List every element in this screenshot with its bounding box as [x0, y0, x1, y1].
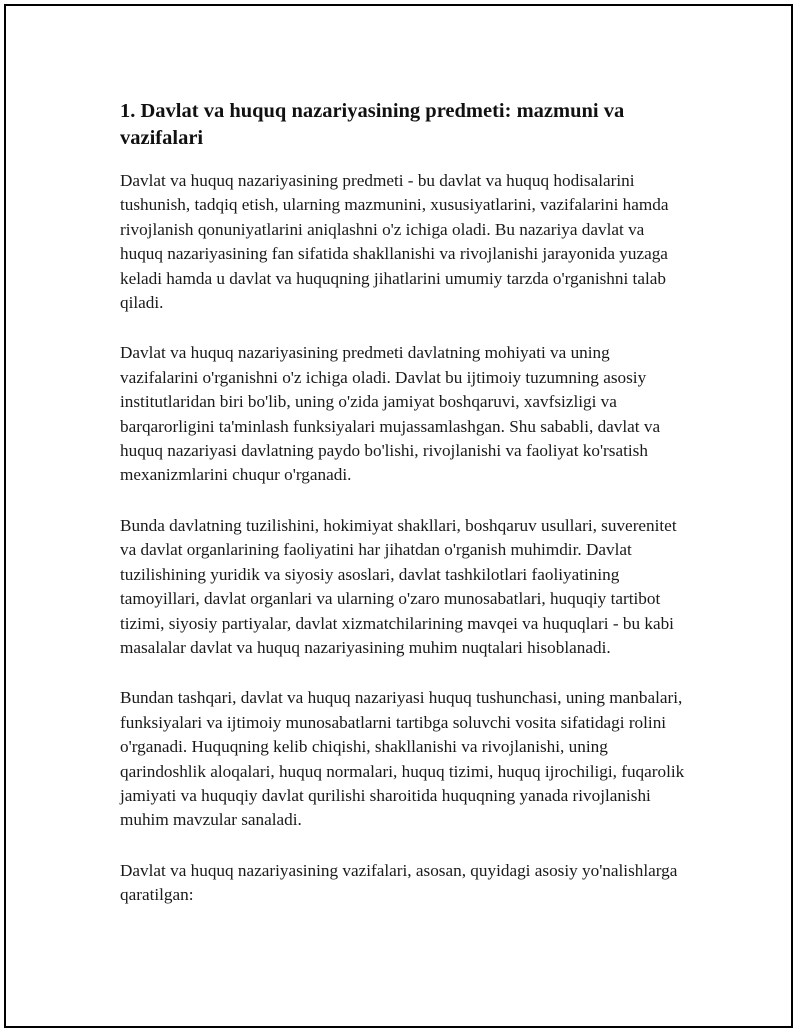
paragraph-2: Davlat va huquq nazariyasining predmeti davlatning mohiyati va uning vazifalarini o'rganishni o'z ichiga oladi. Davlat bu ijtimoiy tuzumning asosiy institutlaridan biri bo'lib, uning o'zida jamiyat boshqaruvi, xavfsizligi va barqarorligini ta'minlash funksiyalari mujassamlashgan. Shu sababli, davlat va huquq nazariyasi davlatning paydo bo'lishi, rivojlanishi va faoliyat ko'rsatish mexanizmlarini chuqur o'rganadi.: [120, 343, 661, 485]
paragraph-1: Davlat va huquq nazariyasining predmeti - bu davlat va huquq hodisalarini tushunish, tadqiq etish, ularning mazmunini, xususiyatlarini, vazifalarini hamda rivojlanish qonuniyatlarini aniqlashni o'z ichiga oladi. Bu nazariya davlat va huquq nazariyasining fan sifatida shakllanishi va rivojlanishi jarayonida yuzaga keladi hamda u davlat va huquqning jihatlarini umumiy tarzda o'rganishni talab qiladi.: [120, 171, 669, 313]
paragraph-4: Bundan tashqari, davlat va huquq nazariyasi huquq tushunchasi, uning manbalari, funksiyalari va ijtimoiy munosabatlarni tartibga soluvchi vosita sifatidagi rolini o'rganadi. Huquqning kelib chiqishi, shakllanishi va rivojlanishi, uning qarindoshlik aloqalari, huquq normalari, huquq tizimi, huquq ijrochiligi, fuqarolik jamiyati va huquqiy davlat qurilishi sharoitida huquqning yanada rivojlanishi muhim mavzular sanaladi.: [120, 688, 685, 830]
paragraph-5: Davlat va huquq nazariyasining vazifalari, asosan, quyidagi asosiy yo'nalishlarga qaratilgan:: [120, 860, 678, 905]
section-heading: 1. Davlat va huquq nazariyasining predmeti: mazmuni va vazifalari: [120, 100, 625, 149]
page-frame: [4, 4, 793, 1028]
document-body: [120, 98, 690, 934]
paragraph-3: Bunda davlatning tuzilishini, hokimiyat shakllari, boshqaruv usullari, suverenitet va davlat organlarining faoliyatini har jihatdan o'rganish muhimdir. Davlat tuzilishining yuridik va siyosiy asoslari, davlat tashkilotlari faoliyatining tamoyillari, davlat organlari va ularning o'zaro munosabatlari, huquqiy tartibot tizimi, siyosiy partiyalar, davlat xizmatchilarining mavqei va huquqlari - bu kabi masalalar davlat va huquq nazariyasining muhim nuqtalari hisoblanadi.: [120, 515, 677, 657]
